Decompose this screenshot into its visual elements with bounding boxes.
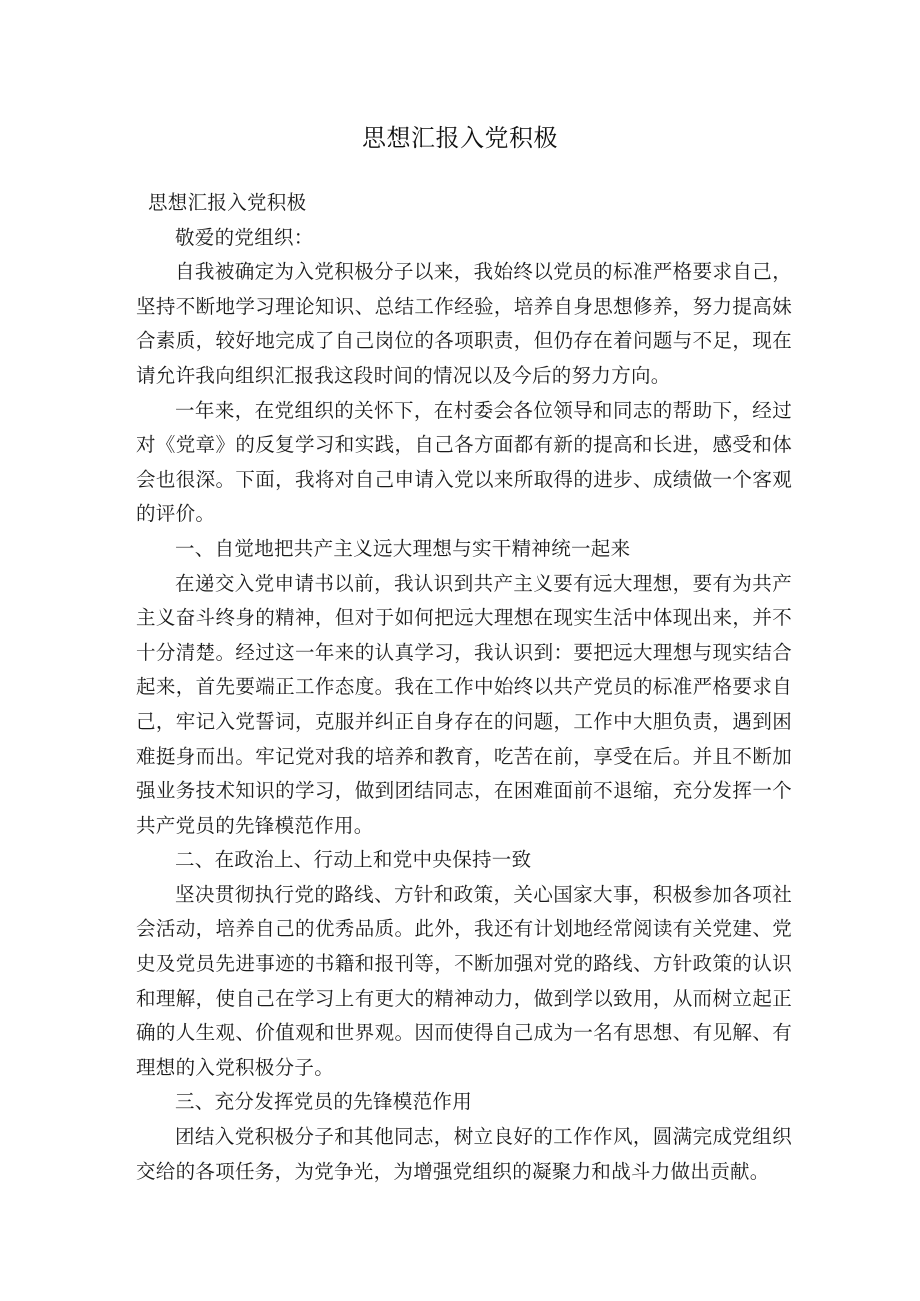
document-title: 思想汇报入党积极 bbox=[362, 124, 558, 152]
document-subtitle: 思想汇报入党积极 bbox=[148, 191, 307, 214]
paragraph-intro: 自我被确定为入党积极分子以来，我始终以党员的标准严格要求自己，坚持不断地学习理论知识、总结工作经验，培养自身思想修养，努力提高妹合素质，较好地完成了自己岗位的各项职责，但仍存在着问题与不足，现在请允许我向组织汇报我这段时间的情况以及今后的努力方向。 bbox=[136, 260, 792, 387]
paragraph-section-2: 坚决贯彻执行党的路线、方针和政策，关心国家大事，积极参加各项社会活动，培养自己的优秀品质。此外，我还有计划地经常阅读有关党建、党史及党员先进事迹的书籍和报刊等，不断加强对党的路线、方针政策的认识和理解，使自己在学习上有更大的精神动力，做到学以致用，从而树立起正确的人生观、价值观和世界观。因而使得自己成为一名有思想、有见解、有理想的入党积极分子。 bbox=[136, 882, 792, 1079]
paragraph-overview: 一年来，在党组织的关怀下，在村委会各位领导和同志的帮助下，经过对《党章》的反复学习和实践，自己各方面都有新的提高和长进，感受和体会也很深。下面，我将对自己申请入党以来所取得的进步、成绩做一个客观的评价。 bbox=[136, 398, 792, 526]
document-body bbox=[136, 186, 792, 1189]
section-heading-3: 三、充分发挥党员的先锋模范作用 bbox=[175, 1090, 473, 1114]
paragraph-section-1: 在递交入党申请书以前，我认识到共产主义要有远大理想，要有为共产主义奋斗终身的精神，但对于如何把远大理想在现实生活中体现出来，并不十分清楚。经过这一年来的认真学习，我认识到：要把远大理想与现实结合起来，首先要端正工作态度。我在工作中始终以共产党员的标准严格要求自己，牢记入党誓词，克服并纠正自身存在的问题，工作中大胆负责，遇到困难挺身而出。牢记党对我的培养和教育，吃苦在前，享受在后。并且不断加强业务技术知识的学习，做到团结同志，在困难面前不退缩，充分发挥一个共产党员的先锋模范作用。 bbox=[136, 571, 792, 837]
paragraph-section-3: 团结入党积极分子和其他同志，树立良好的工作作风，圆满完成党组织交给的各项任务，为党争光，为增强党组织的凝聚力和战斗力做出贡献。 bbox=[136, 1125, 792, 1183]
salutation: 敬爱的党组织： bbox=[175, 225, 314, 249]
section-heading-1: 一、自觉地把共产主义远大理想与实干精神统一起来 bbox=[175, 536, 631, 560]
section-heading-2: 二、在政治上、行动上和党中央保持一致 bbox=[175, 848, 532, 872]
